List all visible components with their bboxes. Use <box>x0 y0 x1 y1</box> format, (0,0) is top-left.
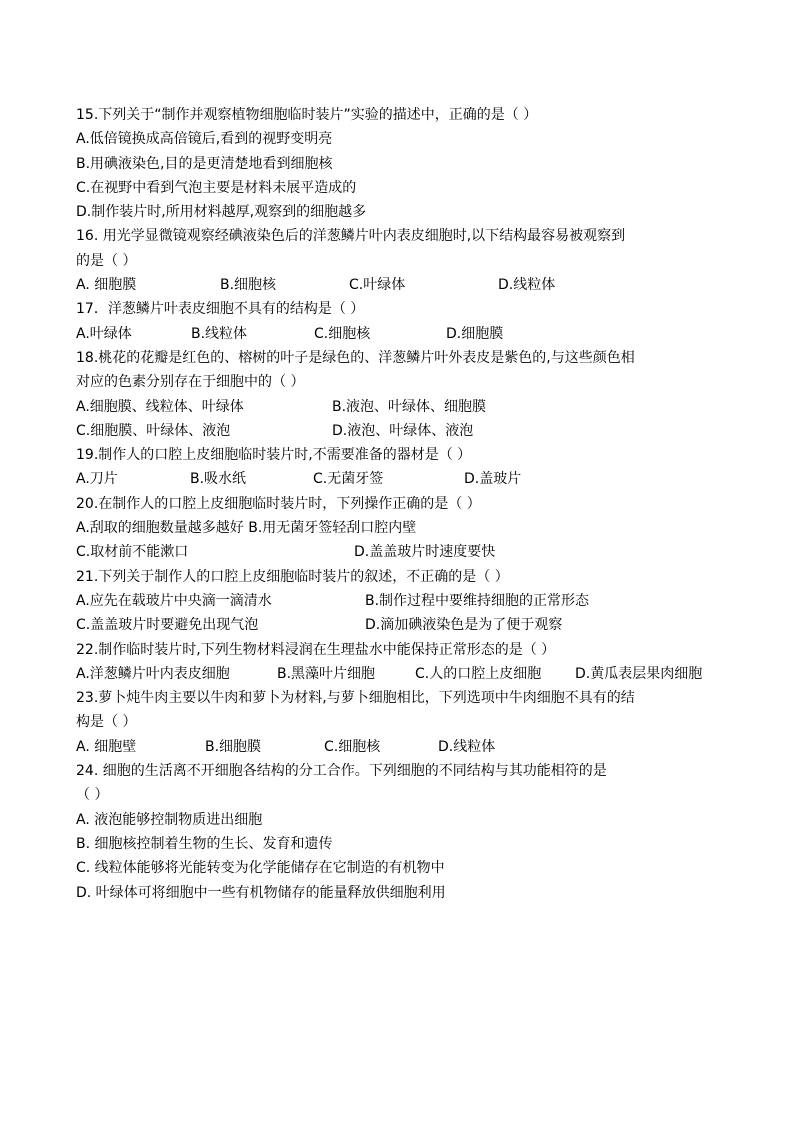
option-d: D. 叶绿体可将细胞中一些有机物储存的能量释放供细胞利用 <box>76 884 446 901</box>
question-stem: 21.下列关于制作人的口腔上皮细胞临时装片的叙述，不正确的是（ ） <box>76 568 509 585</box>
option-c: C.在视野中看到气泡主要是材料未展平造成的 <box>76 179 357 196</box>
question-stem: 17．洋葱鳞片叶表皮细胞不具有的结构是（ ） <box>76 301 365 318</box>
option-row <box>76 589 736 613</box>
question-16 <box>76 224 736 297</box>
question-stem-continued: 对应的色素分别存在于细胞中的（ ） <box>76 374 305 391</box>
option-d: D.线粒体 <box>438 738 496 755</box>
option-c: C.细胞膜、叶绿体、液泡 <box>76 422 231 439</box>
question-21 <box>76 565 736 638</box>
option-b: B.细胞核 <box>220 277 277 294</box>
question-stem-continued: （ ） <box>76 787 109 804</box>
option-c: C.盖盖玻片时要避免出现气泡 <box>76 617 259 634</box>
question-stem: 16. 用光学显微镜观察经碘液染色后的洋葱鳞片叶内表皮细胞时,以下结构最容易被观察到 <box>76 228 626 245</box>
option-c: C.人的口腔上皮细胞 <box>415 665 542 682</box>
question-22 <box>76 638 736 687</box>
option-a: A.细胞膜、线粒体、叶绿体 <box>76 398 244 415</box>
option-b: B.黑藻叶片细胞 <box>277 665 376 682</box>
question-stem: 19.制作人的口腔上皮细胞临时装片时,不需要准备的器材是（ ） <box>76 447 472 464</box>
option-row <box>76 735 736 759</box>
option-row <box>76 273 736 297</box>
option-d: D.盖盖玻片时速度要快 <box>354 544 496 561</box>
option-c: C.取材前不能漱口 <box>76 544 189 561</box>
option-a: A.刀片 <box>76 471 118 488</box>
option-a: A. 细胞膜 <box>76 277 137 294</box>
option-a: A.洋葱鳞片叶内表皮细胞 <box>76 665 230 682</box>
question-stem: 20.在制作人的口腔上皮细胞临时装片时，下列操作正确的是（ ） <box>76 495 481 512</box>
option-b: B.液泡、叶绿体、细胞膜 <box>332 398 487 415</box>
option-d: D.盖玻片 <box>464 471 522 488</box>
question-18 <box>76 346 736 443</box>
option-c: C.叶绿体 <box>349 277 406 294</box>
option-a: A. 液泡能够控制物质进出细胞 <box>76 811 263 828</box>
option-c: C.细胞核 <box>324 738 381 755</box>
option-row <box>76 540 736 564</box>
question-stem: 23.萝卜炖牛肉主要以牛肉和萝卜为材料,与萝卜细胞相比，下列选项中牛肉细胞不具有的结 <box>76 690 635 707</box>
option-a: A.叶绿体 <box>76 325 132 342</box>
option-a: A.应先在载玻片中央滴一滴清水 <box>76 592 272 609</box>
question-stem-continued: 的是（ ） <box>76 252 137 269</box>
question-stem: 22.制作临时装片时,下列生物材料浸润在生理盐水中能保持正常形态的是（ ） <box>76 641 556 658</box>
question-23 <box>76 686 736 759</box>
question-20 <box>76 492 736 565</box>
option-b: B. 细胞核控制着生物的生长、发育和遗传 <box>76 835 333 852</box>
option-c: C. 线粒体能够将光能转变为化学能储存在它制造的有机物中 <box>76 860 445 877</box>
option-d: D.制作装片时,所用材料越厚,观察到的细胞越多 <box>76 204 367 221</box>
option-row <box>76 395 736 419</box>
question-24 <box>76 759 736 905</box>
option-b: B.吸水纸 <box>190 471 247 488</box>
option-d: D.滴加碘液染色是为了便于观察 <box>365 617 563 634</box>
option-b: B.制作过程中要维持细胞的正常形态 <box>365 592 590 609</box>
option-c: C.无菌牙签 <box>313 471 384 488</box>
question-19 <box>76 443 736 492</box>
option-row <box>76 467 736 491</box>
option-row <box>76 662 736 686</box>
option-row <box>76 322 736 346</box>
option-d: D.细胞膜 <box>446 325 504 342</box>
question-15 <box>76 103 736 224</box>
option-row <box>76 613 736 637</box>
option-row-ab: A.刮取的细胞数量越多越好 B.用无菌牙签轻刮口腔内壁 <box>76 520 417 537</box>
option-b: B.细胞膜 <box>205 738 262 755</box>
question-sheet <box>76 103 736 905</box>
option-row <box>76 419 736 443</box>
question-stem-continued: 构是（ ） <box>76 714 137 731</box>
option-a: A. 细胞壁 <box>76 738 137 755</box>
option-d: D.线粒体 <box>498 277 556 294</box>
option-a: A.低倍镜换成高倍镜后,看到的视野变明亮 <box>76 131 333 148</box>
option-d: D.液泡、叶绿体、液泡 <box>332 422 474 439</box>
question-stem: 15.下列关于“制作并观察植物细胞临时装片”实验的描述中，正确的是（ ） <box>76 107 538 123</box>
option-d: D.黄瓜表层果肉细胞 <box>575 665 703 682</box>
question-stem: 18.桃花的花瓣是红色的、榕树的叶子是绿色的、洋葱鳞片叶外表皮是紫色的,与这些颜色相 <box>76 349 635 366</box>
question-17 <box>76 297 736 346</box>
option-c: C.细胞核 <box>314 325 371 342</box>
option-b: B.线粒体 <box>191 325 248 342</box>
question-stem: 24. 细胞的生活离不开细胞各结构的分工合作。下列细胞的不同结构与其功能相符的是 <box>76 763 607 780</box>
option-b: B.用碘液染色,目的是更清楚地看到细胞核 <box>76 155 333 172</box>
